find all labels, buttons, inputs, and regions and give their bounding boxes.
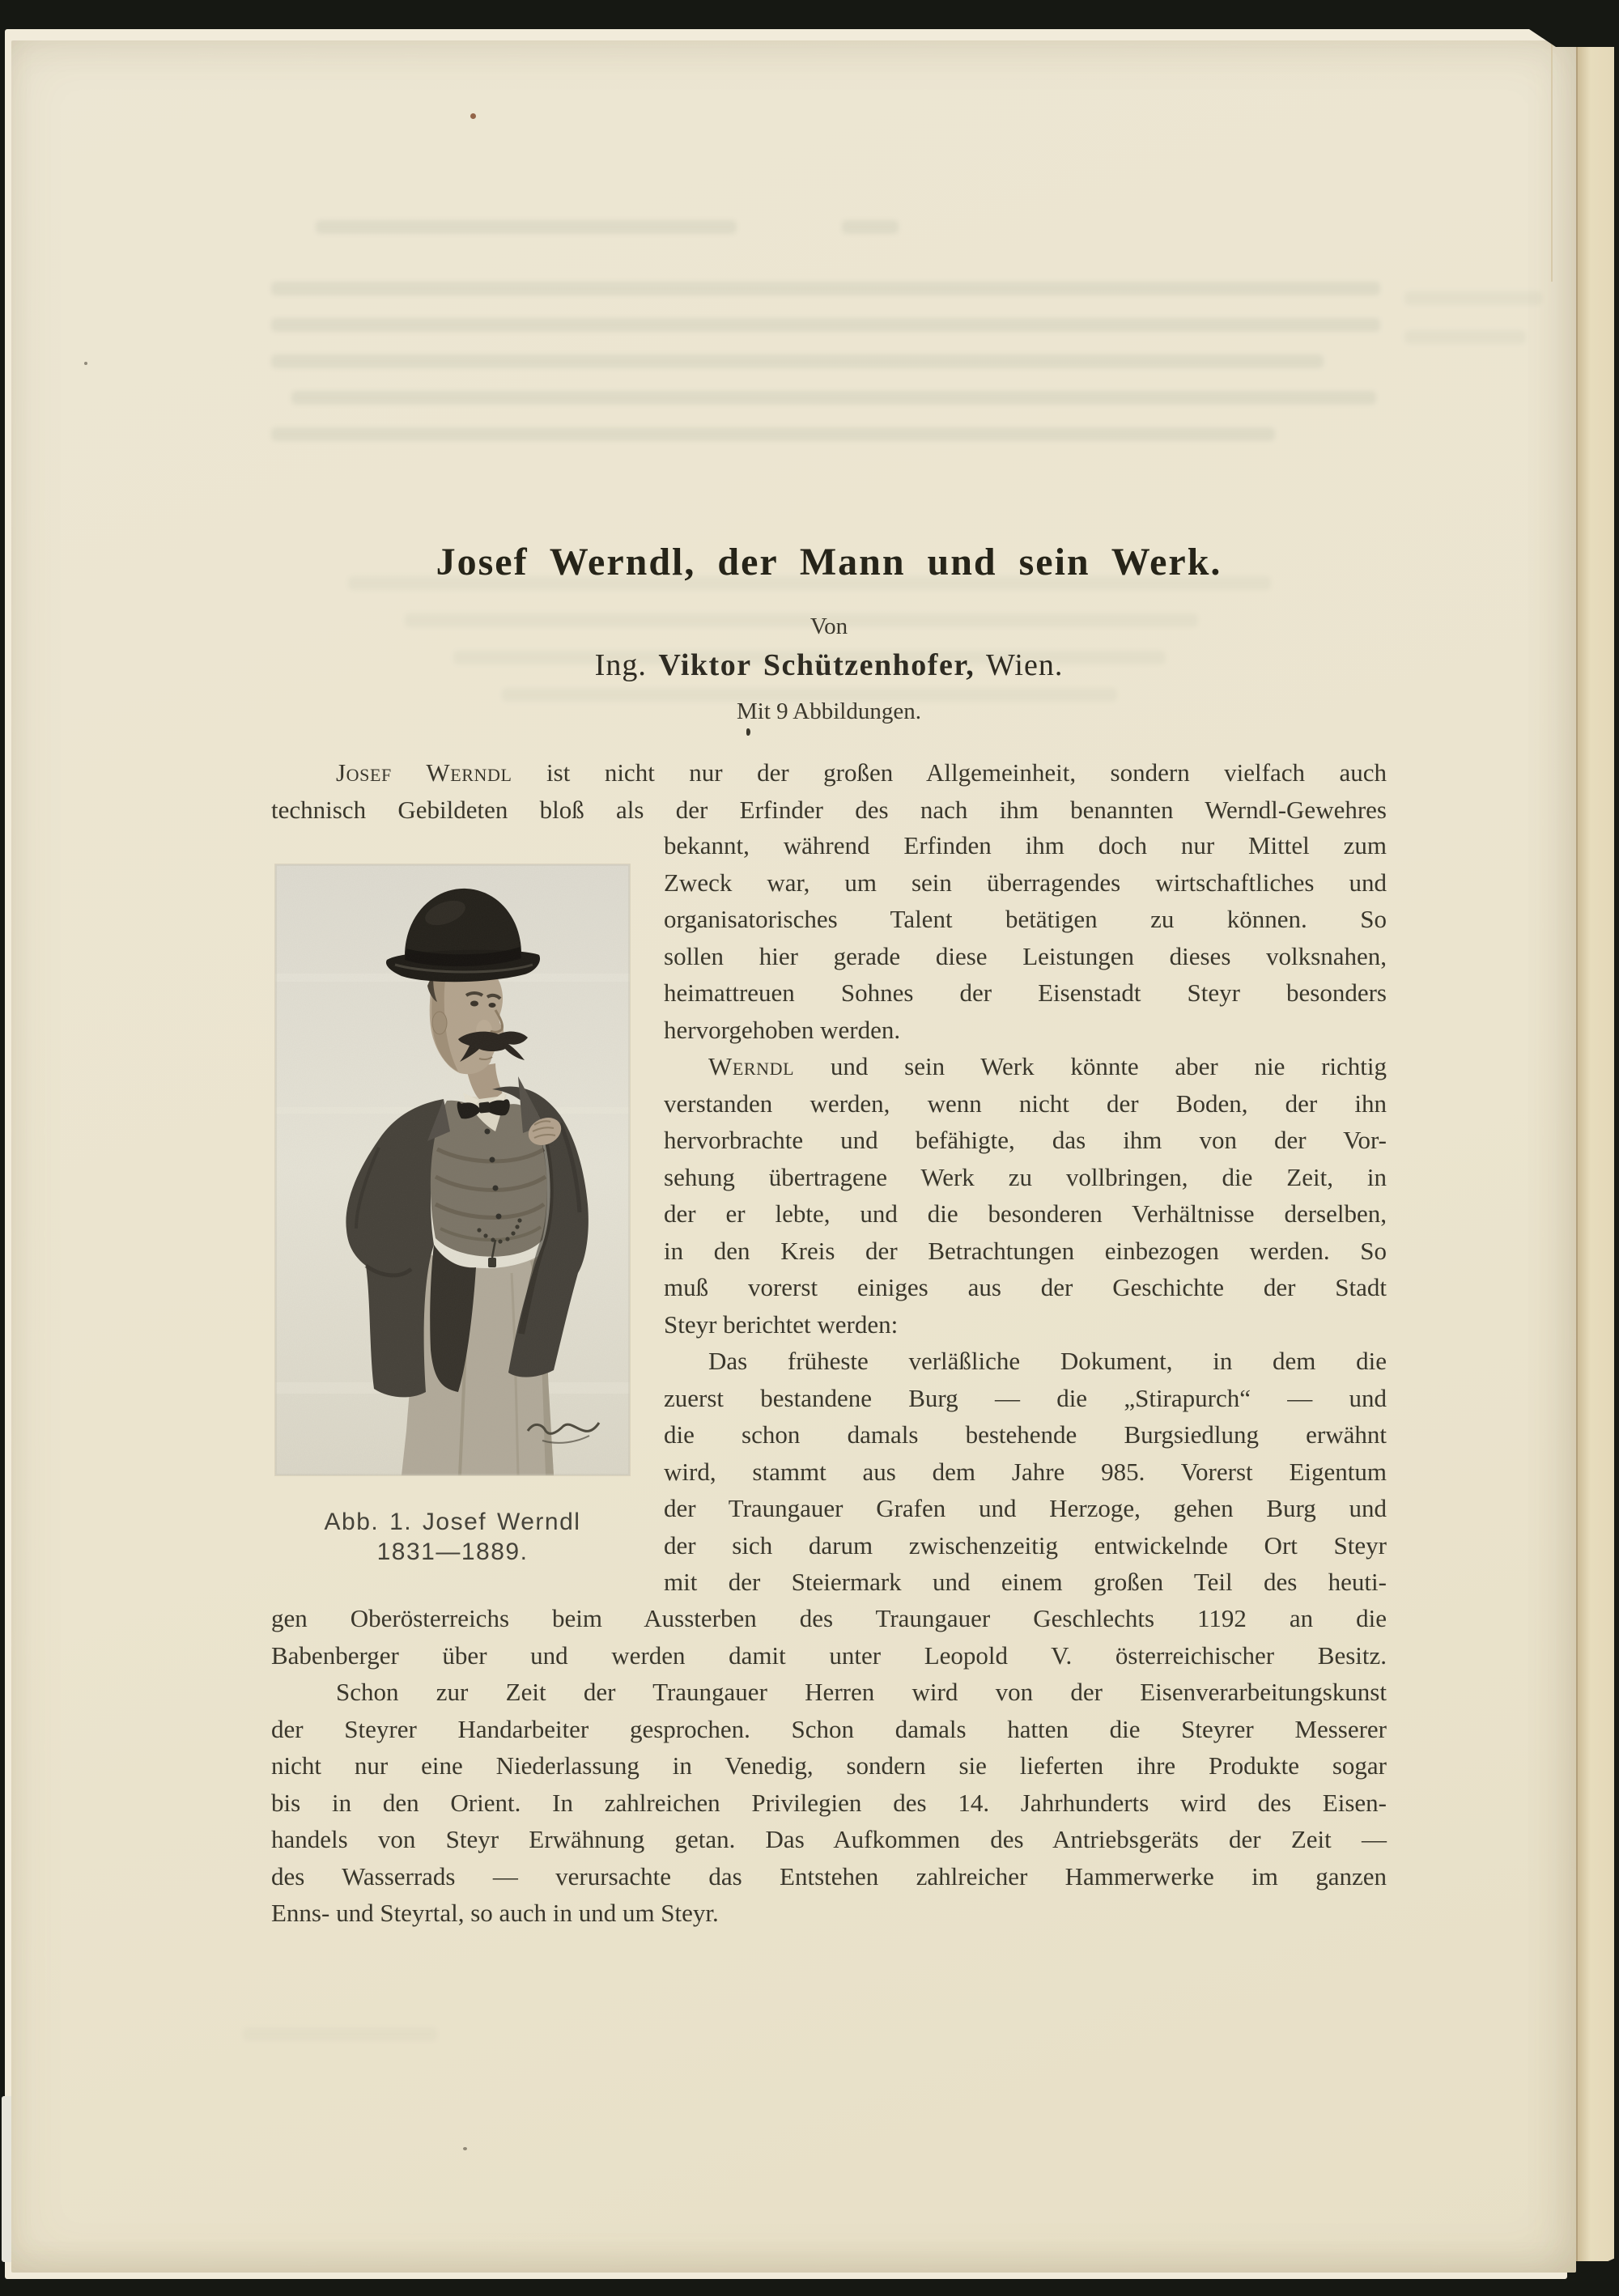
text-line: mit der Steiermark und einem großen Teil des heuti- (664, 1568, 1387, 1596)
ghost-text-line (271, 318, 1380, 332)
next-page-edge (1576, 34, 1614, 2261)
text-line: verstanden werden, wenn nicht der Boden, der ihn (664, 1089, 1387, 1118)
text-line: Schon zur Zeit der Traungauer Herren wird von der Eisenverarbeitungskunst (336, 1678, 1387, 1706)
ghost-text-line (243, 2027, 437, 2041)
text-line: der er lebte, und die besonderen Verhältnisse derselben, (664, 1199, 1387, 1228)
ghost-text-running-head (316, 220, 737, 234)
text-line: Zweck war, um sein überragendes wirtschaftliches und (664, 868, 1387, 897)
ghost-text-margin (1404, 330, 1526, 344)
author-prefix: Ing. (594, 648, 647, 682)
text-line: gen Oberösterreichs beim Aussterben des Traungauer Geschlechts 1192 an die (271, 1604, 1387, 1632)
text-line: zuerst bestandene Burg — die „Stirapurch“ — und (664, 1383, 1387, 1412)
text-line: Werndl und sein Werk könnte aber nie richtig (708, 1052, 1387, 1080)
text-line: Babenberger über und werden damit unter Leopold V. österreichischer Besitz. (271, 1640, 1387, 1670)
figure-caption-line1: Abb. 1. Josef Werndl (324, 1509, 581, 1535)
text-line: hervorbrachte und befähigte, das ihm von der Vor- (664, 1126, 1387, 1154)
ink-speck (463, 2147, 467, 2150)
text-line: handels von Steyr Erwähnung getan. Das Aufkommen des Antriebsgeräts der Zeit — (271, 1825, 1387, 1853)
text-line: bis in den Orient. In zahlreichen Privilegien des 14. Jahrhunderts wird des Eisen- (271, 1788, 1387, 1817)
ghost-text-page-number (842, 220, 899, 234)
text-line: wird, stammt aus dem Jahre 985. Vorerst Eigentum (664, 1457, 1387, 1486)
text-line: der Traungauer Grafen und Herzoge, gehen Burg und (664, 1494, 1387, 1522)
author-line (271, 647, 1387, 684)
text-line: nicht nur eine Niederlassung in Venedig, sondern sie lieferten ihre Produkte sogar (271, 1751, 1387, 1780)
text-line: organisatorisches Talent betätigen zu können. So (664, 905, 1387, 933)
byline-von: Von (810, 613, 848, 639)
text-line: heimattreuen Sohnes der Eisenstadt Steyr besonders (664, 978, 1387, 1007)
text-line: die schon damals bestehende Burgsiedlung erwähnt (664, 1420, 1387, 1449)
full-width-text (271, 1600, 1387, 1932)
text-line: des Wasserrads — verursachte das Entstehen zahlreicher Hammerwerke im ganzen (271, 1861, 1387, 1891)
ghost-text-line (271, 427, 1275, 441)
text-line: technisch Gebildeten bloß als der Erfinder des nach ihm benannten Werndl-Gewehres (271, 795, 1387, 824)
text-line: Enns- und Steyrtal, so auch in und um Steyr. (271, 1899, 719, 1927)
text-line: der sich darum zwischenzeitig entwickelnde Ort Steyr (664, 1530, 1387, 1560)
text-line: sollen hier gerade diese Leistungen dieses volksnahen, (664, 941, 1387, 970)
portrait-of-josef-werndl-illustration (275, 864, 630, 1475)
figure-caption (275, 1507, 630, 1567)
text-line: Steyr berichtet werden: (664, 1309, 899, 1339)
ink-speck (746, 728, 750, 736)
figures-note: Mit 9 Abbildungen. (737, 698, 921, 724)
ghost-text-margin (1404, 291, 1542, 305)
ghost-text-line (271, 354, 1324, 368)
author-place: Wien. (986, 648, 1064, 682)
portrait-figure (275, 864, 630, 1475)
intro-paragraph (271, 754, 1387, 828)
text-line: Josef Werndl ist nicht nur der großen Allgemeinheit, sondern vielfach auch (336, 758, 1387, 787)
text-line: bekannt, während Erfinden ihm doch nur Mittel zum (664, 831, 1387, 859)
ghost-text-line (291, 391, 1376, 405)
paper-speck (470, 113, 476, 119)
article-title: Josef Werndl, der Mann und sein Werk. (436, 541, 1222, 584)
ink-speck (84, 362, 87, 365)
text-line: sehung übertragene Werk zu vollbringen, die Zeit, in (664, 1162, 1387, 1191)
text-line: Das früheste verläßliche Dokument, in dem die (708, 1347, 1387, 1375)
page-separation-line (1551, 39, 1553, 282)
ghost-text-line (271, 282, 1380, 295)
text-line: muß vorerst einiges aus der Geschichte der Stadt (664, 1273, 1387, 1301)
wrapped-column-text (664, 827, 1387, 1601)
text-line: der Steyrer Handarbeiter gesprochen. Schon damals hatten die Steyrer Messerer (271, 1714, 1387, 1743)
figure-caption-line2: 1831—1889. (376, 1538, 529, 1565)
author-name: Viktor Schützenhofer, (658, 648, 975, 682)
text-line: hervorgehoben werden. (664, 1015, 901, 1044)
text-line: in den Kreis der Betrachtungen einbezogen werden. So (664, 1236, 1387, 1265)
